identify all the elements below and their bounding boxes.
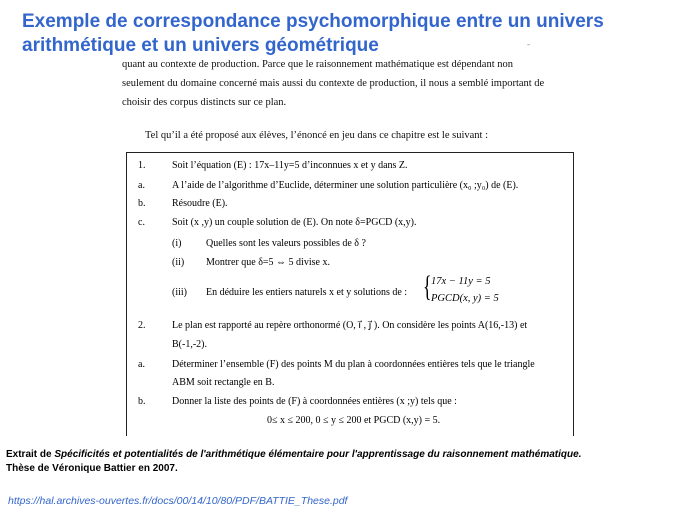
q2a-text: Déterminer l’ensemble (F) des points M du plan à coordonnées entières tels que le triangle [172, 359, 535, 370]
q1c-i-text: Quelles sont les valeurs possibles de δ ? [206, 238, 366, 249]
q2b-number: b. [138, 396, 146, 407]
q1c-ii-text: Montrer que δ=5 ⇔ 5 divise x. [206, 257, 330, 268]
q2-number: 2. [138, 320, 146, 331]
exercise-box [126, 152, 574, 436]
q1a-number: a. [138, 180, 145, 191]
source-link[interactable]: https://hal.archives-ouvertes.fr/docs/00/14/10/80/PDF/BATTIE_These.pdf [8, 495, 348, 507]
q1c-i-number: (i) [172, 238, 182, 249]
q1c-number: c. [138, 217, 145, 228]
source-caption [6, 448, 686, 476]
system-brace: { [423, 270, 432, 303]
q2a-number: a. [138, 359, 145, 370]
q1-number: 1. [138, 160, 146, 171]
caption-prefix: Extrait de [6, 449, 55, 460]
system-line-2: PGCD(x, y) = 5 [431, 293, 499, 304]
slide-title-line-1: Exemple de correspondance psychomorphique entre un univers [22, 11, 604, 32]
q2-text: Le plan est rapporté au repère orthonormé (O, i⃗ , j⃗ ). On considère les points A(16,-13) et [172, 320, 528, 331]
system-line-1: 17x − 11y = 5 [431, 276, 491, 287]
paragraph-line: choisir des corpus distincts sur ce plan. [122, 97, 287, 108]
q2b-condition: 0≤ x ≤ 200, 0 ≤ y ≤ 200 et PGCD (x,y) = 5. [267, 415, 441, 426]
q1a-text: A l’aide de l’algorithme d’Euclide, déterminer une solution particulière (x₀ ;y₀) de (E). [172, 180, 519, 191]
q1c-iii-text: En déduire les entiers naturels x et y solutions de : [206, 287, 408, 298]
q2b-text: Donner la liste des points de (F) à coordonnées entières (x ;y) tels que : [172, 396, 457, 407]
title-mark: - [527, 39, 530, 49]
q1b-text: Résoudre (E). [172, 198, 228, 209]
exercise-intro: Tel qu’il a été proposé aux élèves, l’énoncé en jeu dans ce chapitre est le suivant : [145, 130, 489, 141]
q1-text: Soit l’équation (E) : 17x–11y=5 d’inconnues x et y dans Z. [172, 160, 408, 171]
q1b-number: b. [138, 198, 146, 209]
paragraph-line: quant au contexte de production. Parce que le raisonnement mathématique est dépendant non [122, 59, 513, 70]
q2-text-continued: B(-1,-2). [172, 339, 207, 350]
q1c-ii-number: (ii) [172, 257, 185, 268]
caption-work-title: Spécificités et potentialités de l'arithmétique élémentaire pour l'apprentissage du raisonnement mathématique. [54, 449, 582, 460]
slide-title [22, 10, 687, 58]
document-paragraph [122, 55, 568, 112]
caption-line-1 [6, 448, 686, 462]
paragraph-line: seulement du domaine concerné mais aussi du contexte de production, il nous a semblé important de [122, 78, 545, 89]
q2a-text-continued: ABM soit rectangle en B. [172, 377, 275, 388]
slide-title-line-2: arithmétique et un univers géométrique [22, 35, 379, 56]
q1c-iii-number: (iii) [172, 287, 187, 298]
caption-line-2: Thèse de Véronique Battier en 2007. [6, 463, 178, 474]
q1c-text: Soit (x ,y) un couple solution de (E). On note δ=PGCD (x,y). [172, 217, 417, 228]
